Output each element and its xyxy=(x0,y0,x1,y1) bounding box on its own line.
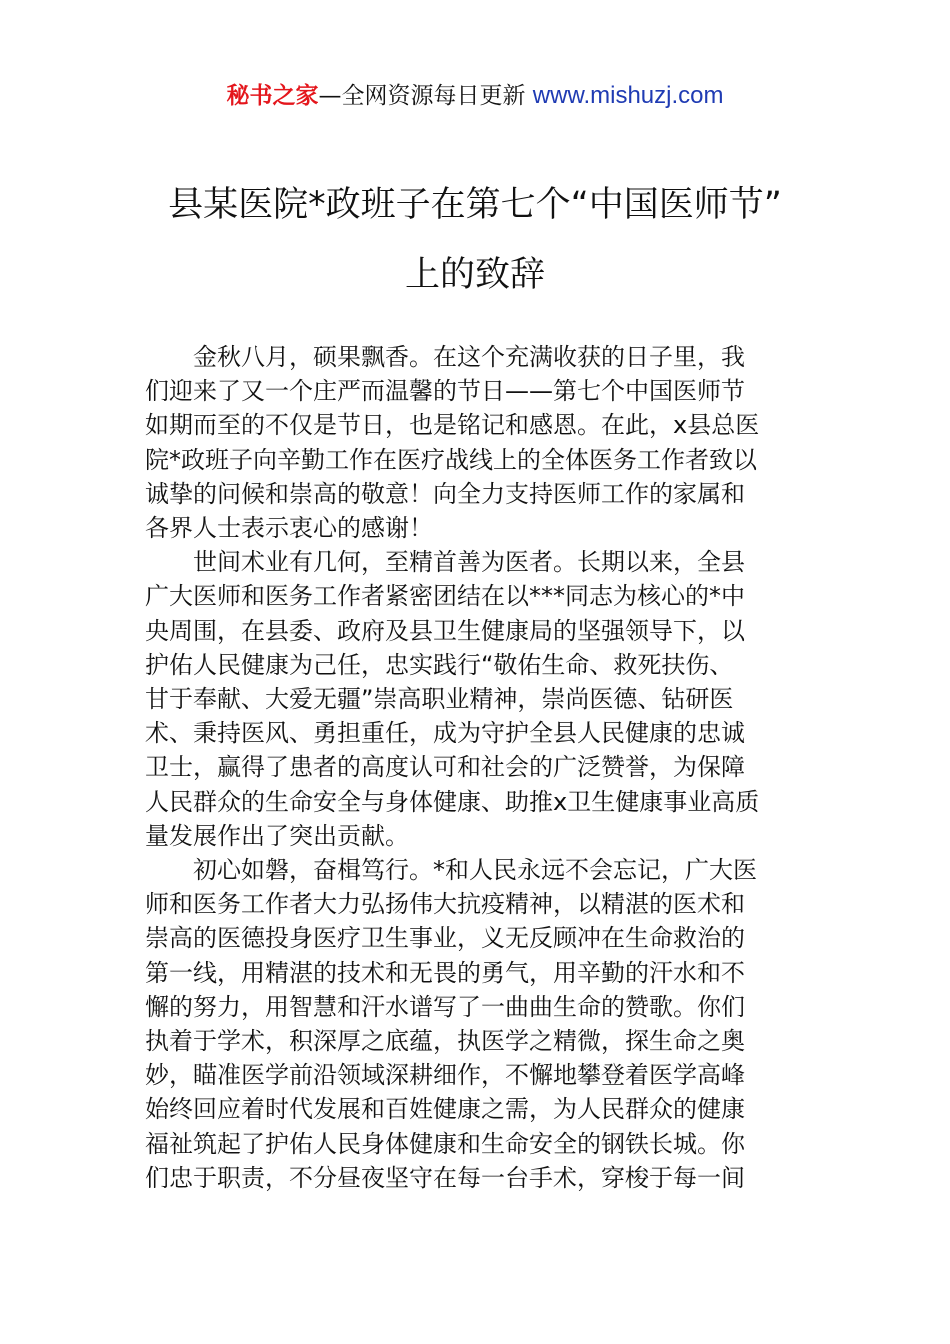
text-line: 护佑人民健康为己任，忠实践行“敬佑生命、救死扶伤、 xyxy=(145,650,734,679)
text-line: 福祉筑起了护佑人民身体健康和生命安全的钢铁长城。你 xyxy=(145,1129,745,1158)
text-line: 央周围，在县委、政府及县卫生健康局的坚强领导下，以 xyxy=(145,616,745,645)
text-line: 术、秉持医风、勇担重任，成为守护全县人民健康的忠诚 xyxy=(145,719,745,748)
text-line: 懈的努力，用智慧和汗水谱写了一曲曲生命的赞歌。你们 xyxy=(145,992,745,1021)
text-line: 第一线，用精湛的技术和无畏的勇气，用辛勤的汗水和不 xyxy=(145,958,745,987)
title-line: 上的致辞 xyxy=(404,255,545,295)
text-line: 崇高的医德投身医疗卫生事业，义无反顾冲在生命救治的 xyxy=(145,924,745,953)
site-url-link[interactable]: www.mishuzj.com xyxy=(532,82,724,109)
text-line: 广大医师和医务工作者紧密团结在以***同志为核心的*中 xyxy=(145,582,745,611)
text-line: 院*政班子向辛勤工作在医疗战线上的全体医务工作者致以 xyxy=(145,445,757,474)
paragraph-1 xyxy=(145,340,810,545)
title-line: 县某医院*政班子在第七个“中国医师节” xyxy=(168,185,782,225)
paragraph-2 xyxy=(145,545,810,853)
header-tagline: —全网资源每日更新 xyxy=(318,83,526,109)
text-line: 们忠于职责，不分昼夜坚守在每一台手术，穿梭于每一间 xyxy=(145,1163,745,1192)
text-line: 诚挚的问候和崇高的敬意！向全力支持医师工作的家属和 xyxy=(145,479,745,508)
text-line: 各界人士表示衷心的感谢！ xyxy=(145,514,433,543)
document-body xyxy=(145,340,810,1195)
text-line: 世间术业有几何，至精首善为医者。长期以来，全县 xyxy=(193,548,745,577)
text-line: 师和医务工作者大力弘扬伟大抗疫精神，以精湛的医术和 xyxy=(145,890,745,919)
paragraph-3 xyxy=(145,853,810,1195)
text-line: 人民群众的生命安全与身体健康、助推x卫生健康事业高质 xyxy=(145,787,760,816)
brand-name: 秘书之家 xyxy=(226,83,319,109)
text-line: 初心如磐，奋楫笃行。*和人民永远不会忘记，广大医 xyxy=(193,856,757,885)
text-line: 如期而至的不仅是节日，也是铭记和感恩。在此，x县总医 xyxy=(145,411,760,440)
text-line: 金秋八月，硕果飘香。在这个充满收获的日子里，我 xyxy=(193,343,745,371)
document-title xyxy=(100,170,850,310)
text-line: 卫士，赢得了患者的高度认可和社会的广泛赞誉，为保障 xyxy=(145,753,745,782)
text-line: 妙，瞄准医学前沿领域深耕细作，不懈地攀登着医学高峰 xyxy=(145,1061,745,1090)
text-line: 执着于学术，积深厚之底蕴，执医学之精微，探生命之奥 xyxy=(145,1027,745,1056)
text-line: 甘于奉献、大爱无疆”崇高职业精神，崇尚医德、钻研医 xyxy=(145,685,734,714)
site-header xyxy=(0,80,950,112)
text-line: 们迎来了又一个庄严而温馨的节日——第七个中国医师节 xyxy=(145,377,745,406)
text-line: 始终回应着时代发展和百姓健康之需，为人民群众的健康 xyxy=(145,1095,745,1124)
text-line: 量发展作出了突出贡献。 xyxy=(145,821,409,850)
